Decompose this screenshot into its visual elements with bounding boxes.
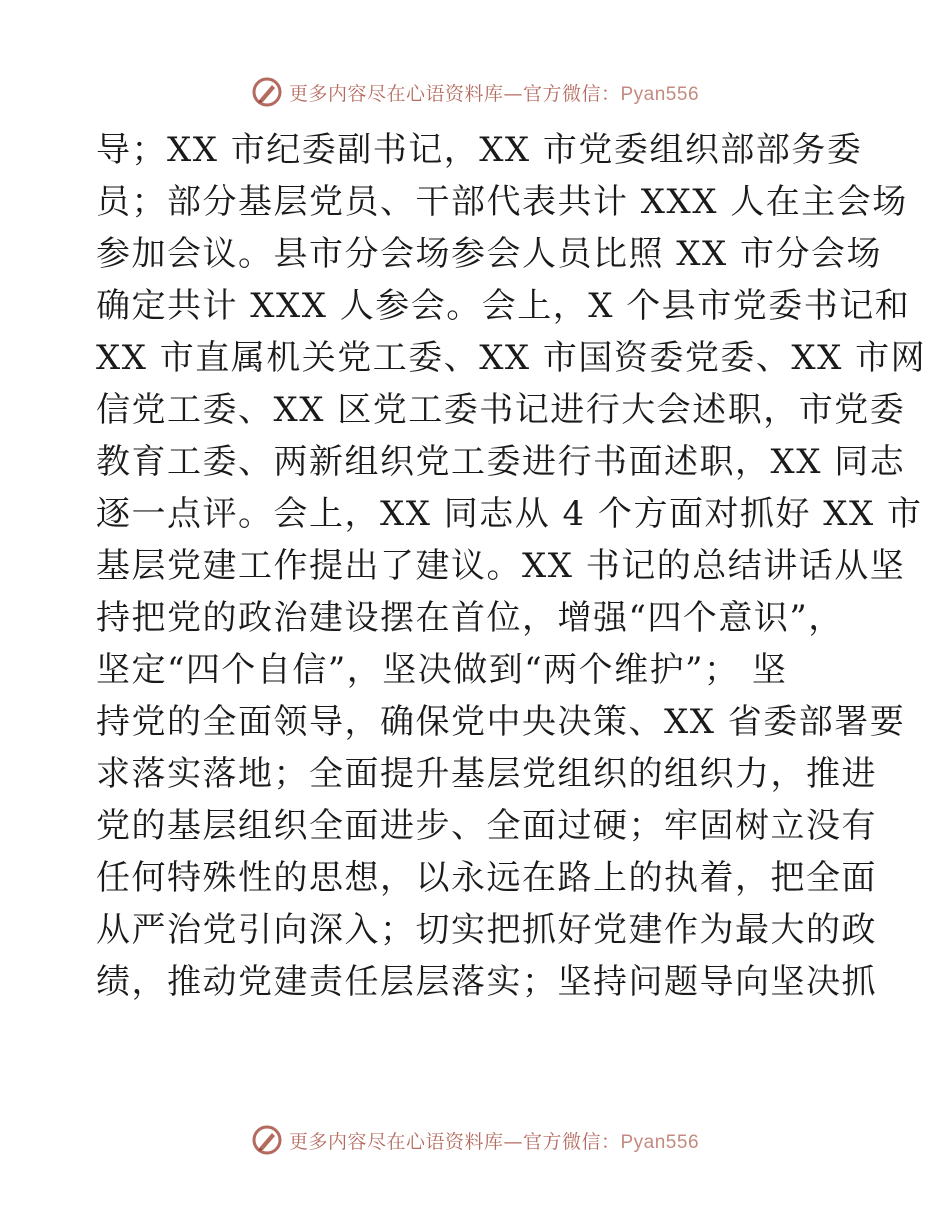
body-text-line: 绩，推动党建责任层层落实；坚持问题导向坚决抓: [96, 962, 877, 1002]
pen-logo-icon: [251, 1124, 283, 1156]
header-banner-main: 更多内容尽在心语资料库—官方微信：: [288, 82, 621, 105]
body-text-line: XX 市直属机关党工委、XX 市国资委党委、XX 市网: [96, 338, 927, 378]
document-body: [96, 124, 927, 1008]
body-text-line: 党的基层组织全面进步、全面过硬；牢固树立没有: [96, 806, 877, 846]
footer-banner-id: Pyan556: [620, 1131, 700, 1153]
footer-banner: [0, 1120, 950, 1160]
body-text-line: 坚定“四个自信”，坚决做到“两个维护”； 坚: [96, 650, 788, 690]
pen-logo-icon: [251, 76, 283, 108]
header-banner-inner: [251, 76, 699, 108]
body-text-line: 员；部分基层党员、干部代表共计 XXX 人在主会场: [96, 182, 908, 222]
body-text-line: 逐一点评。会上，XX 同志从 4 个方面对抓好 XX 市: [96, 494, 923, 534]
footer-banner-main: 更多内容尽在心语资料库—官方微信：: [288, 1130, 621, 1153]
body-text-line: 参加会议。县市分会场参会人员比照 XX 市分会场: [96, 234, 883, 274]
body-text-line: 基层党建工作提出了建议。XX 书记的总结讲话从坚: [96, 546, 906, 586]
body-text-line: 确定共计 XXX 人参会。会上，X 个县市党委书记和: [96, 286, 911, 326]
header-banner: [0, 72, 950, 112]
footer-banner-inner: [251, 1124, 699, 1156]
body-text-line: 任何特殊性的思想，以永远在路上的执着，把全面: [96, 858, 877, 898]
header-banner-text: [289, 79, 699, 106]
body-text-line: 求落实落地；全面提升基层党组织的组织力，推进: [96, 754, 877, 794]
body-text-line: 持把党的政治建设摆在首位，增强“四个意识”，: [96, 598, 844, 638]
body-text-line: 导；XX 市纪委副书记，XX 市党委组织部部务委: [96, 130, 863, 170]
body-text-line: 持党的全面领导，确保党中央决策、XX 省委部署要: [96, 702, 906, 742]
body-text-line: 教育工委、两新组织党工委进行书面述职，XX 同志: [96, 442, 906, 482]
header-banner-id: Pyan556: [620, 83, 700, 105]
body-text-line: 信党工委、XX 区党工委书记进行大会述职，市党委: [96, 390, 906, 430]
body-text-line: 从严治党引向深入；切实把抓好党建作为最大的政: [96, 910, 877, 950]
footer-banner-text: [289, 1127, 699, 1154]
